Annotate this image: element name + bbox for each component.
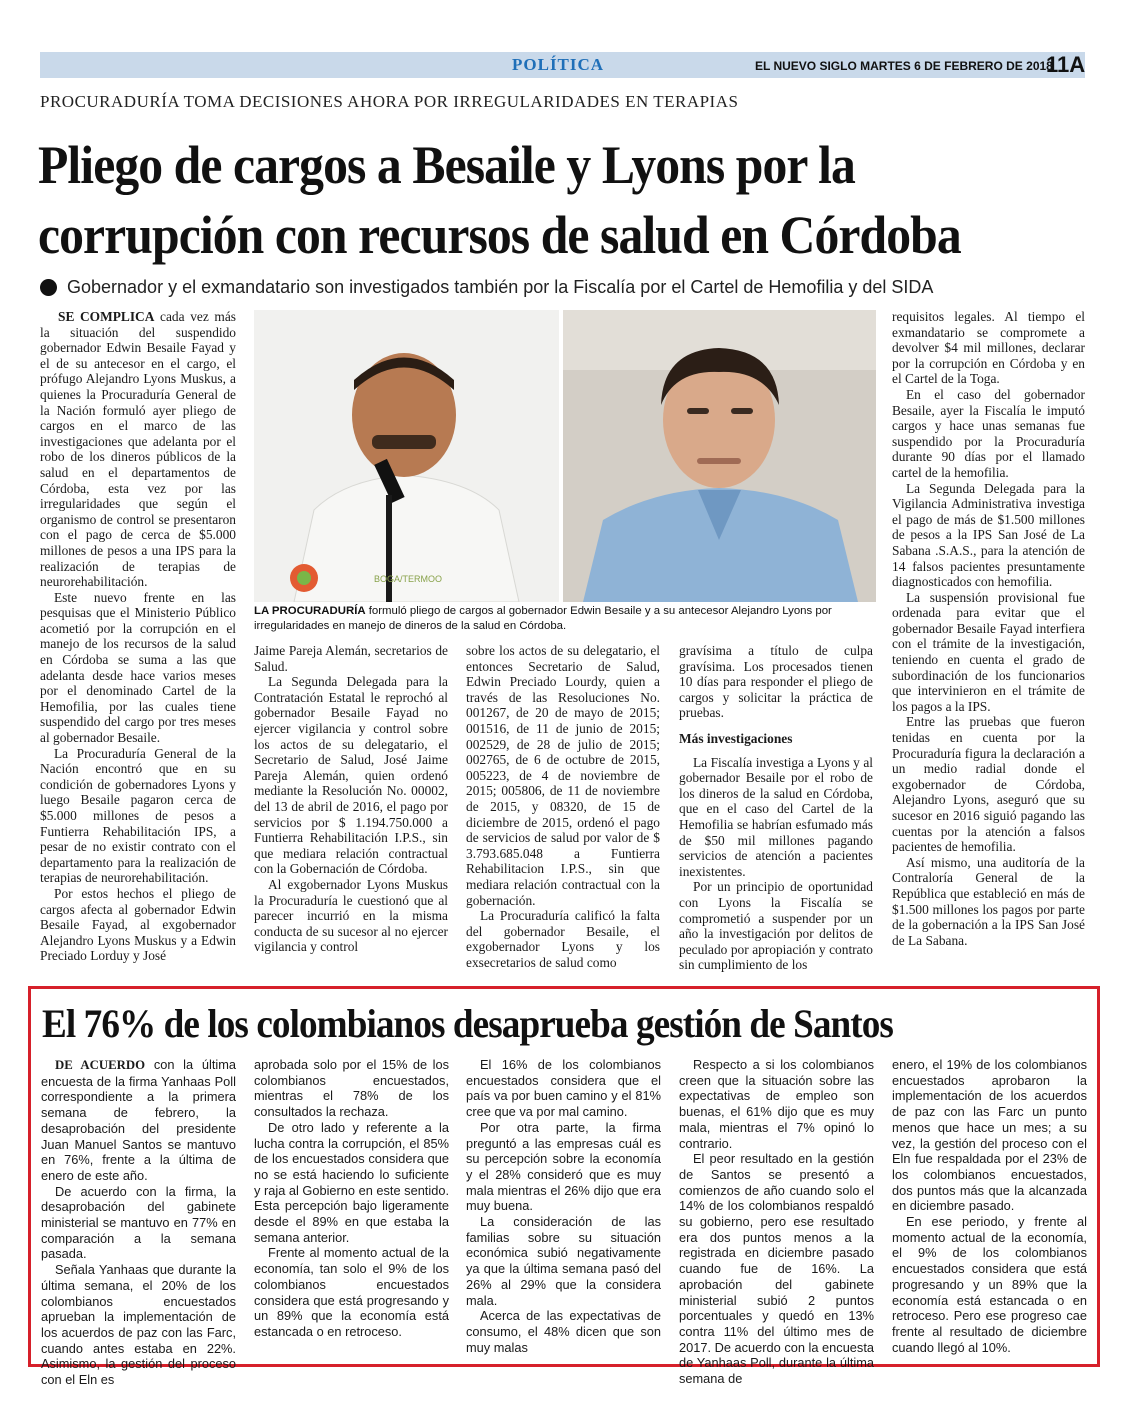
paragraph: Este nuevo frente en las pesquisas que el Ministerio Público acometió por la corrupción en el manejo de los recursos de la salud en Córdoba se suma a las que adelanta desde hace varios meses por el denominado Cartel de la Hemofilia, por las cuales tiene suspendido del cargo por tres meses al gobernador Besaile.: [40, 589, 236, 746]
subhead: [40, 277, 933, 298]
photo-besaile-illustration: [254, 310, 559, 602]
paragraph: Entre las pruebas que fueron tenidas en cuenta por la Procuraduría figura la declaración a un medio radial donde el exgobernador de Córdoba, Alejandro Lyons, aseguró que su sucesor en 2016 siguió pagando las cuentas por la atención a falsos pacientes de hemofilia.: [892, 714, 1085, 855]
bullet-icon: [40, 279, 57, 296]
paragraph: La Fiscalía investiga a Lyons y al gobernador Besaile por el robo de los dineros de la salud en Córdoba, que en el caso del Cartel de la Hemofilia se habrían esfumado más de $50 mil millones pagando servicios de atención a pacientes inexistentes.: [679, 754, 873, 879]
paragraph: Así mismo, una auditoría de la Contraloría General de la República que estableció en más de $1.500 millones los pagos por parte de la gobernación a la IPS San José de La Sabana.: [892, 854, 1085, 948]
paragraph-text: con la última encuesta de la firma Yanhaas Poll correspondiente a la primera semana de febrero, la desaprobación del presidente Juan Manuel Santos se mantuvo en 76%, frente a la última de enero de este año.: [41, 1057, 236, 1183]
boxed-column-1: [41, 1057, 236, 1388]
headline: [38, 130, 1096, 270]
photo-watermark: BOGA/TERMOO: [374, 574, 443, 584]
paragraph: En el caso del gobernador Besaile, ayer la Fiscalía le imputó cargos y hace unas semanas fue suspendido por la Procuraduría durante 90 días por el llamado cartel de la hemofilia.: [892, 386, 1085, 480]
boxed-article-headline: El 76% de los colombianos desaprueba gestión de Santos: [42, 1001, 893, 1046]
article-column-4: [679, 643, 873, 973]
article-column-3: [466, 643, 660, 970]
paragraph: Respecto a si los colombianos creen que la situación sobre las expectativas de empleo son buenas, el 61% dijo que es muy mala, mientras el 7% opinó lo contrario.: [679, 1057, 874, 1151]
photo-lyons-illustration: [563, 310, 876, 602]
paragraph: sobre los actos de su delegatario, el entonces Secretario de Salud, Edwin Preciado Lourdy, quien a través de las Resoluciones No. 001267, de 20 de mayo de 2015; 001516, de 11 de junio de 2015; 002529, de 28 de julio de 2015; 002765, de 6 de octubre de 2015, 005223, de 4 de noviembre de 2015; 005806, de 11 de noviembre de 2015, y 08320, de 15 de diciembre de 2015, ordenó el pago de servicios de salud por valor de $ 3.793.685.048 a Funtierra Rehabilitacion I.P.S., sin que mediara relación contractual con la gobernación.: [466, 643, 660, 908]
paragraph: El 16% de los colombianos encuestados considera que el país va por buen camino y el 81% cree que va por mal camino.: [466, 1057, 661, 1120]
boxed-column-3: [466, 1057, 661, 1355]
paragraph: El peor resultado en la gestión de Santos se presentó a comienzos de año cuando solo el 14% de los colombianos respaldó su gobierno, pero ese resultado era dos puntos menos a la registrada en diciembre pasado cuando fue de 16%. La aprobación del gabinete ministerial subió 2 puntos porcentuales y quedó en 13% contra 11% del último mes de 2017. De acuerdo con la encuesta de Yanhaas Poll, durante la última semana de: [679, 1151, 874, 1387]
article-column-1: [40, 309, 236, 964]
lead-in: DE ACUERDO: [55, 1058, 146, 1072]
paragraph: gravísima a título de culpa gravísima. Los procesados tienen 10 días para responder el pliego de cargos y solicitar la práctica de pruebas.: [679, 643, 873, 721]
lead-in: SE COMPLICA: [58, 309, 155, 324]
headline-line-2: corrupción con recursos de salud en Córdoba: [38, 205, 961, 265]
paragraph: Por un principio de oportunidad con Lyons la Fiscalía se comprometió a suspender por un año la investigación por delitos de peculado por apropiación y contrato sin cumplimiento de los: [679, 879, 873, 973]
paragraph: La Segunda Delegada para la Contratación Estatal le reprochó al gobernador Besaile Fayad no ejercer vigilancia y control sobre los actos de su delegatario, el Secretario de Salud, José Jaime Pareja Alemán, quien ordenó mediante la Resolución No. 00002, del 13 de abril de 2016, el pago por servicios por $ 1.194.750.000 a Funtierra Rehabilitación I.P.S., sin que mediara relación contractual con la Gobernación de Córdoba.: [254, 674, 448, 877]
article-column-5: [892, 309, 1085, 948]
photo-lyons: [563, 310, 876, 602]
subhead-text: Gobernador y el exmandatario son investigados también por la Fiscalía por el Cartel de Hemofilia y del SIDA: [67, 277, 934, 297]
section-label: POLÍTICA: [512, 55, 605, 74]
paragraph: La suspensión provisional fue ordenada para evitar que el gobernador Besaile Fayad interfiera con el trámite de la investigación, teniendo en cuenta el grado de subordinación de los funcionarios que intervinieron en el trámite de los pagos a la IPS.: [892, 589, 1085, 714]
paragraph: La Segunda Delegada para la Vigilancia Administrativa investiga el pago de más de $1.500 millones de pesos a la IPS San José de La Sabana .S.A.S., para la atención de 14 falsos pacientes presuntamente diagnosticados con hemofilia.: [892, 480, 1085, 590]
paragraph: Señala Yanhaas que durante la última semana, el 20% de los colombianos encuestados aprueban la implementación de los acuerdos de paz con las Farc, cuando antes estaba en 22%. Asimismo, la gestión del proceso con el Eln es: [41, 1262, 236, 1388]
paragraph: En ese periodo, y frente al momento actual de la economía, el 9% de los colombianos encuestados considera que está progresando y un 89% que la economía está estancada o en retroceso. Pero ese progreso cae frente al resultado de diciembre cuando llegó al 10%.: [892, 1214, 1087, 1355]
photo-caption: [254, 604, 874, 633]
boxed-column-4: [679, 1057, 874, 1387]
paragraph: Por otra parte, la firma preguntó a las empresas cuál es su percepción sobre la economía y el 28% consideró que es muy mala mientras el 26% dijo que era muy buena.: [466, 1119, 661, 1214]
paragraph: Jaime Pareja Alemán, secretarios de Salud.: [254, 643, 448, 674]
paragraph: enero, el 19% de los colombianos encuestados aprobaron la implementación de los acuerdos de paz con las Farc un punto menos que hace un mes; a su vez, la gestión del proceso con el Eln fue respaldada por el 23% de los colombianos encuestados, dos puntos más que la alcanzada en diciembre pasado.: [892, 1057, 1087, 1214]
paragraph: De otro lado y referente a la lucha contra la corrupción, el 85% de los encuestados considera que no se está haciendo lo suficiente y raja al Gobierno en este sentido. Esta percepción bajo ligeramente desde el 89% en que estaba la semana anterior.: [254, 1119, 449, 1245]
paragraph: De acuerdo con la firma, la desaprobación del gabinete ministerial se mantuvo en 77% en comparación a la semana pasada.: [41, 1183, 236, 1262]
paragraph: Al exgobernador Lyons Muskus la Procuraduría le cuestionó que al parecer incurrió en la misma conducta de su sucesor al no ejercer vigilancia y control: [254, 876, 448, 955]
kicker: PROCURADURÍA TOMA DECISIONES AHORA POR IRREGULARIDADES EN TERAPIAS: [40, 92, 739, 111]
paragraph: La Procuraduría calificó la falta del gobernador Besaile, el exgobernador Lyons y los exsecretarios de salud como: [466, 908, 660, 970]
paragraph: Acerca de las expectativas de consumo, el 48% dicen que son muy malas: [466, 1308, 661, 1355]
section-subtitle: Más investigaciones: [679, 730, 793, 746]
caption-text: formuló pliego de cargos al gobernador Edwin Besaile y a su antecesor Alejandro Lyons por irregularidades en manejo de dineros de la salud en Córdoba.: [254, 605, 832, 632]
boxed-column-2: [254, 1057, 449, 1340]
paragraph-text: cada vez más la situación del suspendido gobernador Edwin Besaile Fayad y el de su antecesor en el cargo, el prófugo Alejandro Lyons Muskus, a quienes la Procuraduría General de la Nación formuló ayer pliego de cargos en el marco de las investigaciones que adelanta por el robo de los dineros públicos de la salud en el departamentos de Córdoba, esta vez por las irregularidades que según el organismo de control se presentaron con el pago de cerca de $5.000 millones de pesos a una IPS para la realización de terapias de neurorehabilitación.: [40, 309, 236, 590]
paragraph: requisitos legales. Al tiempo el exmandatario se compromete a devolver $4 mil millones, declarar por la corrupción en Córdoba y en el Cartel de la Toga.: [892, 309, 1085, 387]
paragraph: [40, 309, 236, 590]
paragraph: La consideración de las familias sobre su situación económica subió negativamente ya que la última semana pasó del 26% al 29% que la considera mala.: [466, 1214, 661, 1308]
paragraph: La Procuraduría General de la Nación encontró que en su condición de gobernadores Lyons y luego Besaile pagaron cerca de $5.000 millones de pesos a Funtierra Rehabilitación IPS, a pesar de no existir contrato con el departamento para la realización de terapias de neurorehabilitación.: [40, 745, 236, 886]
masthead-date: EL NUEVO SIGLO MARTES 6 DE FEBRERO DE 2018: [755, 59, 1053, 73]
headline-line-1: Pliego de cargos a Besaile y Lyons por la: [38, 135, 855, 195]
paragraph: [41, 1057, 236, 1184]
article-column-2: [254, 643, 448, 955]
photo-besaile: [254, 310, 559, 602]
caption-lead: LA PROCURADURÍA: [254, 605, 366, 617]
page-number: 11A: [1046, 52, 1086, 77]
paragraph: Frente al momento actual de la economía, tan solo el 9% de los colombianos encuestados considera que está progresando y un 89% que la economía está estancada o en retroceso.: [254, 1245, 449, 1339]
boxed-column-5: [892, 1057, 1087, 1355]
paragraph: Por estos hechos el pliego de cargos afecta al gobernador Edwin Besaile Fayad, al exgobernador Alejandro Lyons Muskus y a Edwin Preciado Lorduy y José: [40, 885, 236, 964]
paragraph: aprobada solo por el 15% de los colombianos encuestados, mientras el 78% de los consultados la rechaza.: [254, 1057, 449, 1120]
